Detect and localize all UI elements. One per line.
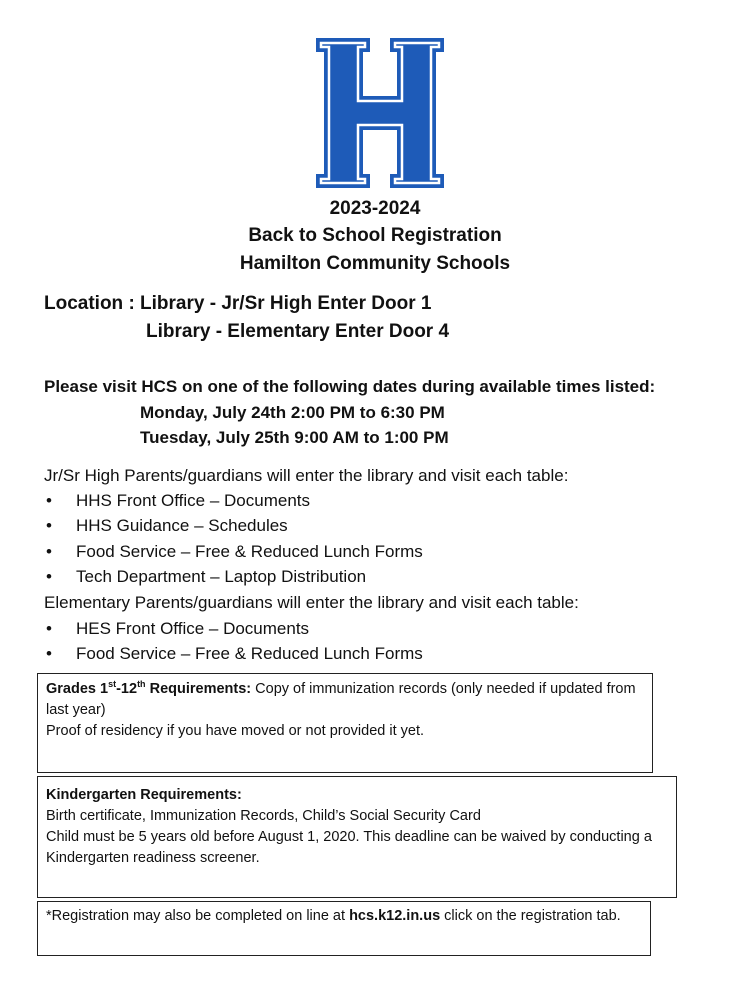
bullet-icon: • [46, 542, 52, 561]
elementary-intro: Elementary Parents/guardians will enter the library and visit each table: [44, 593, 579, 612]
school-year: 2023-2024 [329, 198, 421, 219]
kindergarten-requirements-box [37, 776, 677, 898]
grades-label: Grades 1st-12th Requirements: [46, 679, 252, 697]
online-registration-box: *Registration may also be completed on line at hcs.k12.in.us click on the registration tab. [37, 901, 651, 956]
school-name: Hamilton Community Schools [239, 253, 511, 274]
date-tuesday: Tuesday, July 25th 9:00 AM to 1:00 PM [140, 428, 449, 447]
bullet-icon: • [46, 567, 52, 586]
bullet-icon: • [46, 516, 52, 535]
bullet-icon: • [46, 619, 52, 638]
kindergarten-documents: Birth certificate, Immunization Records, Child’s Social Security Card [46, 808, 481, 824]
location-line-2: Library - Elementary Enter Door 4 [146, 321, 450, 342]
registration-link[interactable]: hcs.k12.in.us [349, 908, 441, 924]
page-title: Back to School Registration [248, 225, 502, 246]
kindergarten-title: Kindergarten Requirements: [46, 787, 242, 803]
date-monday: Monday, July 24th 2:00 PM to 6:30 PM [140, 403, 445, 422]
kindergarten-age-rule: Child must be 5 years old before August 1, 2020. This deadline can be waived by conducting a Kindergarten readiness screener. [46, 829, 652, 866]
location-line-1: Location : Library - Jr/Sr High Enter Door 1 [44, 293, 432, 314]
hamilton-h-logo [316, 38, 444, 188]
visit-intro: Please visit HCS on one of the following dates during available times listed: [44, 377, 656, 396]
grades-immunization-text: Copy of immunization records (only needed if updated from last year) [46, 681, 636, 718]
bullet-icon: • [46, 491, 52, 510]
bullet-icon: • [46, 644, 52, 663]
grades-residency-text: Proof of residency if you have moved or not provided it yet. [46, 723, 425, 739]
grades-requirements-box [37, 673, 653, 773]
jrsr-intro: Jr/Sr High Parents/guardians will enter the library and visit each table: [44, 466, 569, 485]
